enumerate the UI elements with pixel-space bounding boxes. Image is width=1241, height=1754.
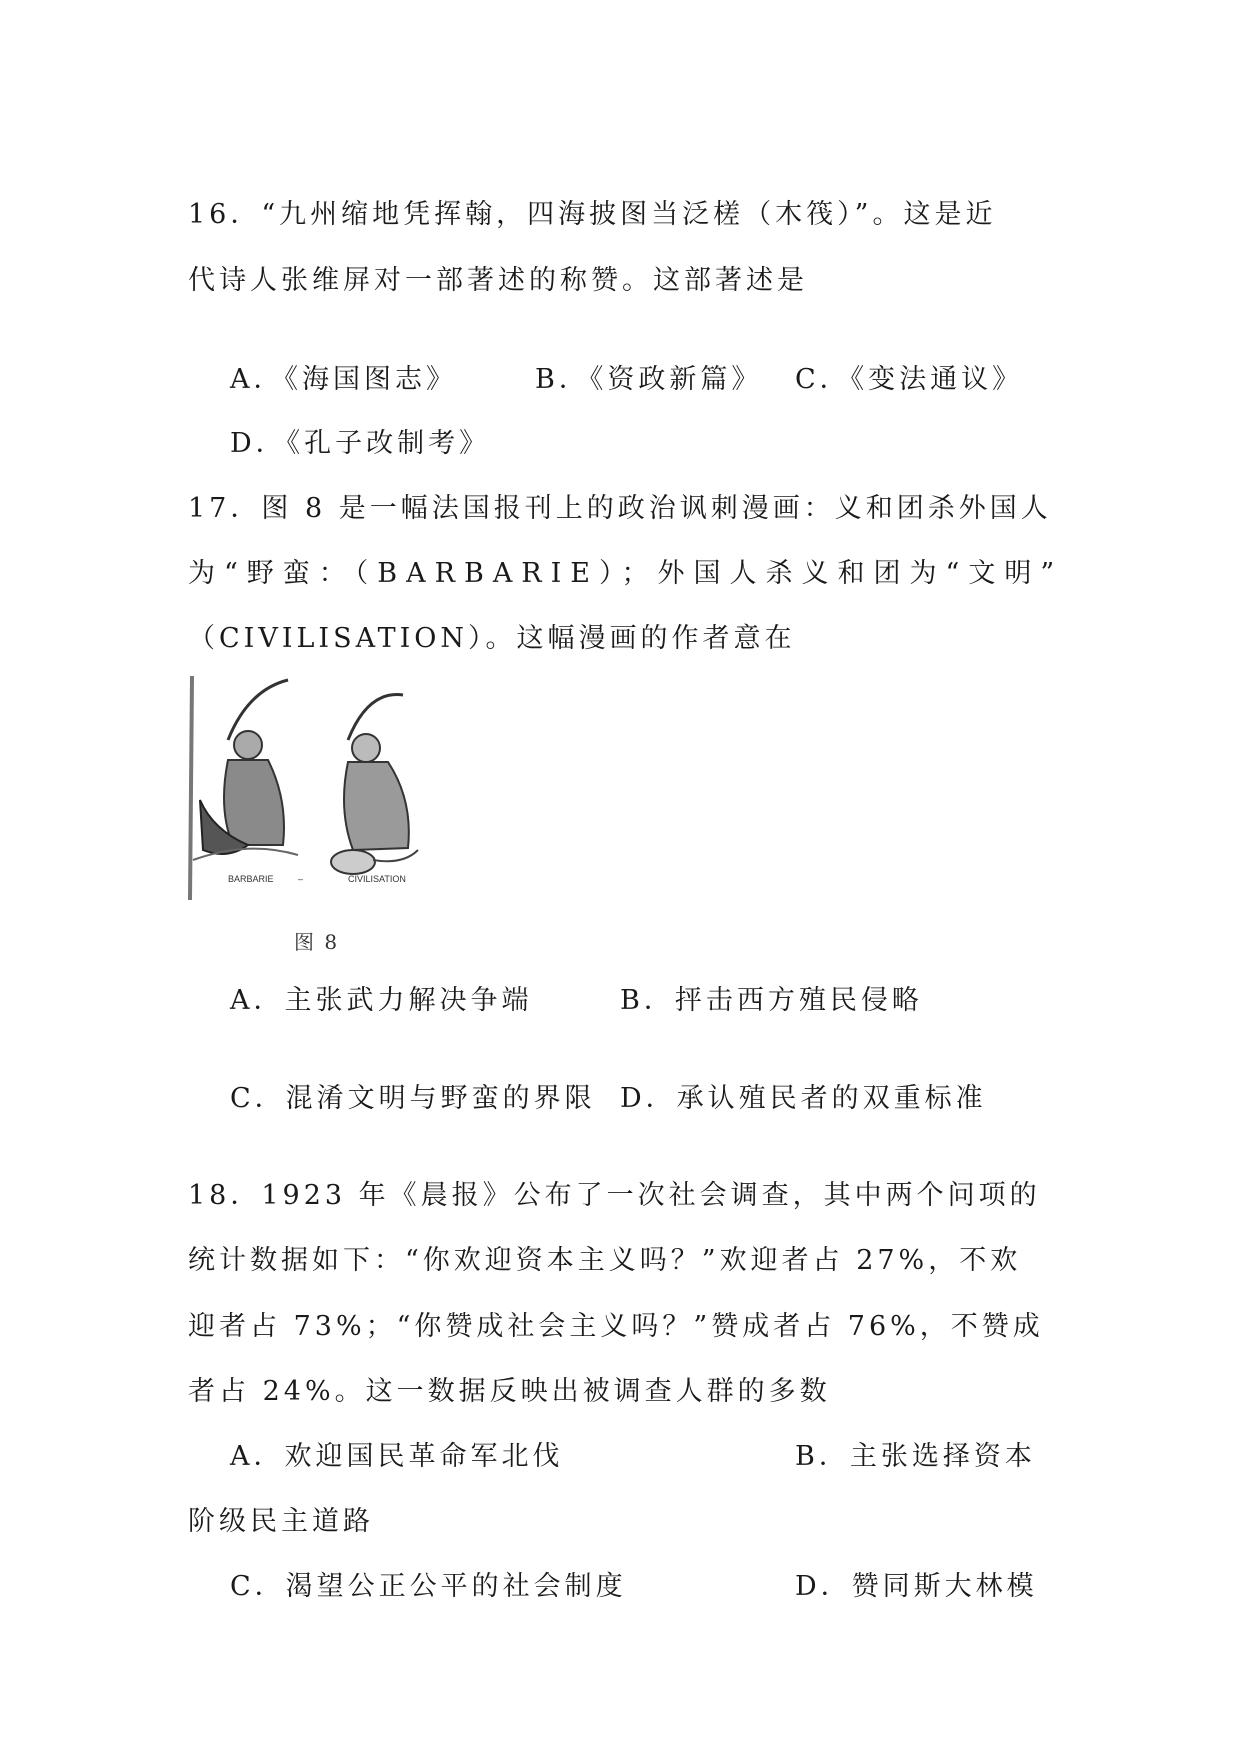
q17-option-d: D．承认殖民者的双重标准 [620, 1083, 987, 1114]
cartoon-label-barbarie: BARBARIE [228, 874, 274, 884]
q17-option-a: A．主张武力解决争端 [230, 985, 533, 1016]
q18-stem-line-4: 者占 24%。这一数据反映出被调查人群的多数 [188, 1376, 831, 1407]
figure-caption: 图 8 [294, 930, 340, 954]
q16-option-c: C．《变法通议》 [795, 364, 1024, 395]
q18-option-d: D．赞同斯大林模 [795, 1571, 1038, 1602]
q16-stem-line-2: 代诗人张维屏对一部著述的称赞。这部著述是 [188, 265, 808, 296]
q18-option-b: B．主张选择资本 [795, 1441, 1036, 1472]
q16-option-b: B．《资政新篇》 [535, 364, 763, 395]
q17-stem-line-2: 为“野蛮：（BARBARIE）；外国人杀义和团为“文明” [188, 558, 1064, 589]
q18-stem-line-1: 18．1923 年《晨报》公布了一次社会调查，其中两个问项的 [188, 1180, 1041, 1211]
q17-stem-line-3: （CIVILISATION）。这幅漫画的作者意在 [188, 623, 796, 654]
q17-option-b: B．抨击西方殖民侵略 [620, 985, 923, 1016]
q16-option-a: A．《海国图志》 [230, 364, 457, 395]
q18-option-c: C．渴望公正公平的社会制度 [230, 1571, 627, 1602]
cartoon-label-dash: – [298, 874, 304, 884]
q18-option-b-continued: 阶级民主道路 [188, 1506, 374, 1537]
q18-option-a: A．欢迎国民革命军北伐 [230, 1441, 564, 1472]
q17-stem-line-1: 17．图 8 是一幅法国报刊上的政治讽刺漫画：义和团杀外国人 [188, 493, 1052, 524]
q16-option-d: D．《孔子改制考》 [230, 428, 491, 459]
q18-stem-line-3: 迎者占 73%；“你赞成社会主义吗？”赞成者占 76%，不赞成 [188, 1311, 1044, 1342]
q18-stem-line-2: 统计数据如下：“你欢迎资本主义吗？”欢迎者占 27%，不欢 [188, 1245, 1022, 1276]
q16-stem-line-1: 16．“九州缩地凭挥翰，四海披图当泛槎（木筏）”。这是近 [188, 199, 997, 230]
cartoon-illustration [188, 670, 433, 905]
q17-option-c: C．混淆文明与野蛮的界限 [230, 1083, 596, 1114]
figure-8-cartoon [188, 670, 433, 905]
cartoon-label-civilisation: CIVILISATION [348, 874, 406, 884]
